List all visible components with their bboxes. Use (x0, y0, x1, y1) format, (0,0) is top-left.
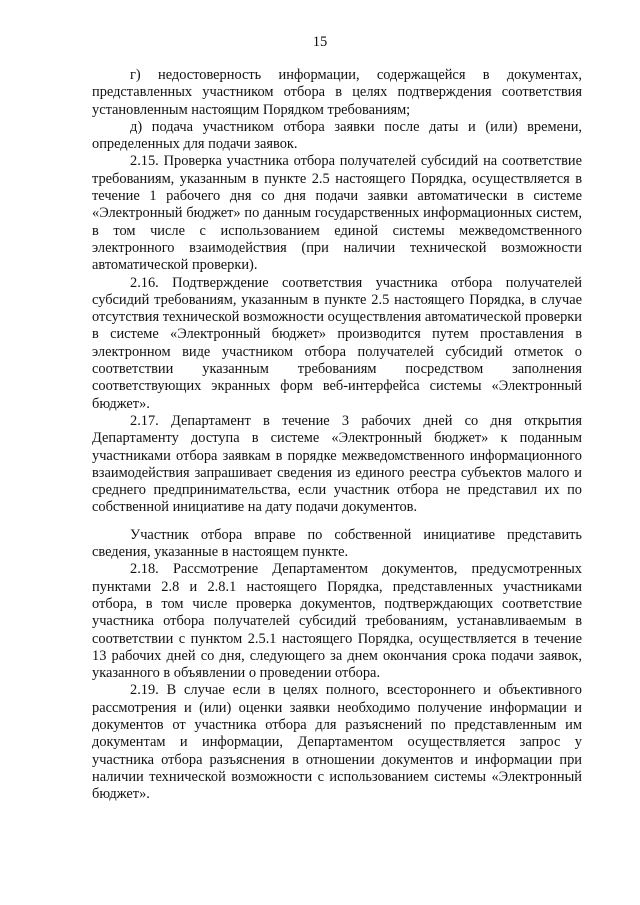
paragraph-2-19: 2.19. В случае если в целях полного, всестороннего и объективного рассмотрения и (или) оценки заявки необходимо получение информации и документов от участника отбора для разъяснений по представленным им документам и информации, Департаментом осуществляется запрос у участника отбора разъяснения в отношении документов и информации при наличии технической возможности с использованием системы «Электронный бюджет». (92, 682, 582, 803)
paragraph-2-17: 2.17. Департамент в течение 3 рабочих дней со дня открытия Департаменту доступа в системе «Электронный бюджет» к поданным участниками отбора заявкам в порядке межведомственного информационного взаимодействия запрашивает сведения из единого реестра субъектов малого и среднего предпринимательства, если участник отбора не представил их по собственной инициативе на дату подачи документов. (92, 412, 582, 516)
paragraph-2-16: 2.16. Подтверждение соответствия участника отбора получателей субсидий требованиям, указанным в пункте 2.5 настоящего Порядка, в случае отсутствия технической возможности осуществления автоматической проверки в системе «Электронный бюджет» производится путем проставления в электронном виде участником отбора получателей субсидий отметок о соответствии указанным требованиям посредством заполнения соответствующих экранных форм веб-интерфейса системы «Электронный бюджет». (92, 274, 582, 412)
paragraph-item-d: д) подача участником отбора заявки после даты и (или) времени, определенных для подачи заявок. (92, 118, 582, 153)
page-number: 15 (312, 34, 328, 50)
paragraph-item-g: г) недостоверность информации, содержащейся в документах, представленных участником отбора в целях подтверждения соответствия установленным настоящим Порядком требованиям; (92, 67, 582, 118)
paragraph-2-18: 2.18. Рассмотрение Департаментом документов, предусмотренных пунктами 2.8 и 2.8.1 настоящего Порядка, представленных участниками отбора, в том числе проверка документов, подтверждающих соответствие участника отбора получателей субсидий требованиям, устанавливаемым в соответствии с пунктом 2.5.1 настоящего Порядка, осуществляется в течение 13 рабочих дней со дня, следующего за днем окончания срока подачи заявок, указанного в объявлении о проведении отбора. (92, 561, 582, 682)
paragraph-2-17-note: Участник отбора вправе по собственной инициативе представить сведения, указанные в настоящем пункте. (92, 526, 582, 561)
document-body (92, 67, 582, 803)
paragraph-2-15: 2.15. Проверка участника отбора получателей субсидий на соответствие требованиям, указанным в пункте 2.5 настоящего Порядка, осуществляется в течение 1 рабочего дня со дня подачи заявки автоматически в системе «Электронный бюджет» по данным государственных информационных систем, в том числе с использованием единой системы межведомственного электронного взаимодействия (при наличии технической возможности автоматической проверки). (92, 153, 582, 274)
